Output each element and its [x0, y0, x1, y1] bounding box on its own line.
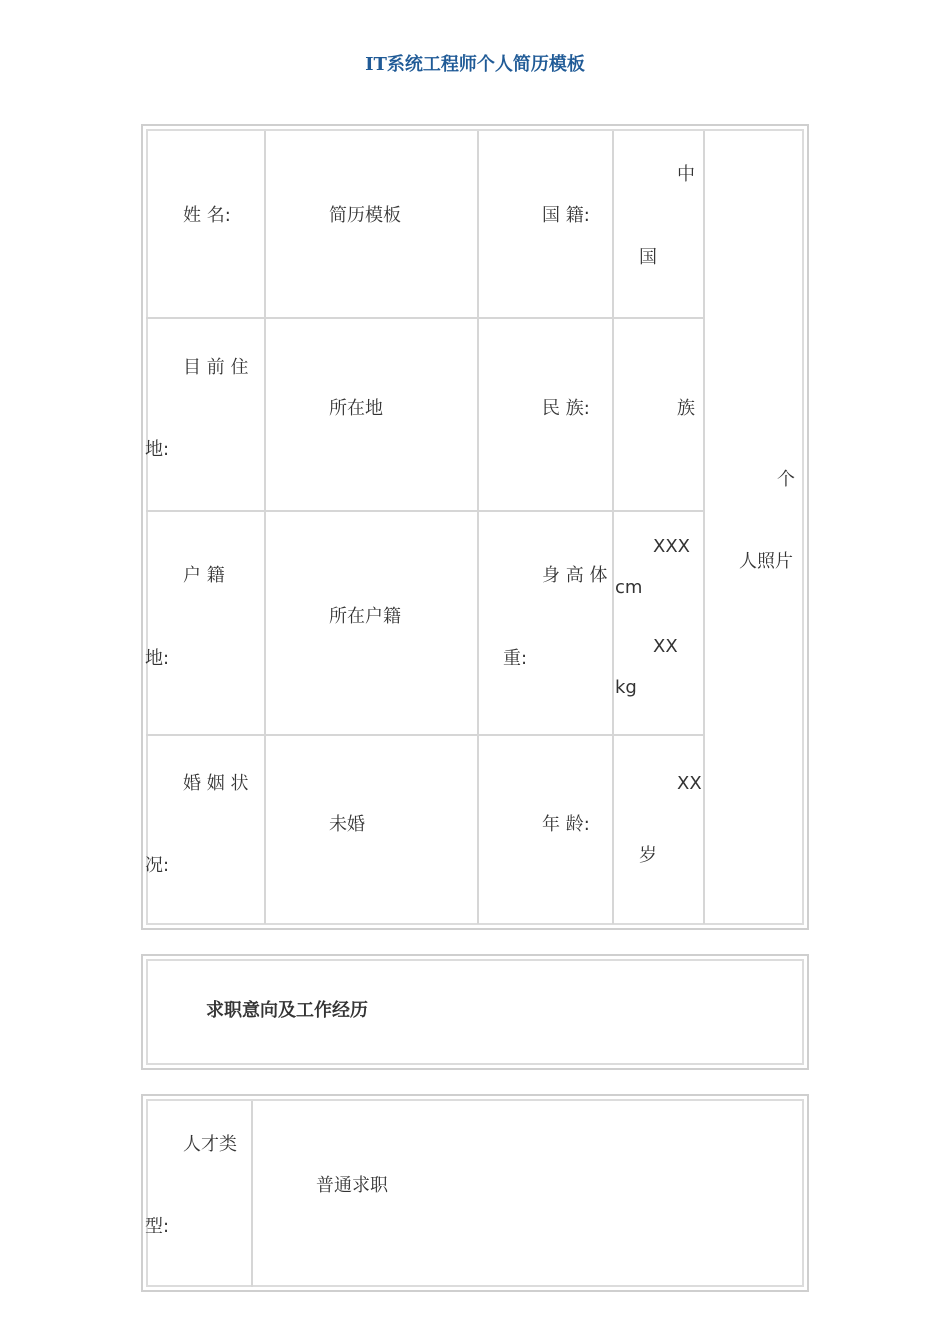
name-label: 姓 名: — [183, 205, 231, 226]
cell-residence-label — [146, 319, 266, 512]
marital-label-line1: 婚 姻 状 — [183, 773, 249, 794]
document-title: IT系统工程师个人简历模板 — [365, 54, 585, 75]
cell-talent-type-label — [146, 1101, 253, 1287]
cell-nationality-value — [614, 131, 705, 319]
nationality-value-line2: 国 — [639, 247, 657, 268]
name-value: 简历模板 — [329, 205, 401, 226]
cell-height-weight-label — [479, 512, 614, 736]
height-unit: cm — [615, 577, 643, 598]
hukou-label-line2: 地: — [145, 648, 170, 669]
section-heading: 求职意向及工作经历 — [206, 1000, 368, 1021]
residence-label-line2: 地: — [145, 439, 170, 460]
age-label: 年 龄: — [542, 814, 590, 835]
height-weight-label-line1: 身 高 体 — [542, 565, 608, 586]
height-weight-label-line2: 重: — [503, 648, 528, 669]
cell-age-value — [614, 736, 705, 924]
hukou-label-line1: 户 籍 — [183, 565, 225, 586]
cell-marital-value — [266, 736, 479, 924]
cell-marital-label — [146, 736, 266, 924]
height-value: XXX — [653, 536, 690, 557]
hukou-value: 所在户籍 — [329, 606, 401, 627]
nationality-label: 国 籍: — [542, 205, 590, 226]
nationality-value-line1: 中 — [677, 164, 695, 185]
weight-unit: kg — [615, 677, 637, 698]
age-value: XX — [677, 773, 702, 794]
cell-hukou-label — [146, 512, 266, 736]
residence-label-line1: 目 前 住 — [183, 357, 249, 378]
age-unit: 岁 — [639, 845, 657, 866]
talent-type-label-line1: 人才类 — [183, 1134, 237, 1155]
ethnicity-label: 民 族: — [542, 398, 590, 419]
marital-label-line2: 况: — [145, 855, 170, 876]
residence-value: 所在地 — [329, 398, 383, 419]
talent-type-label-line2: 型: — [145, 1216, 170, 1237]
marital-value: 未婚 — [329, 814, 365, 835]
weight-value: XX — [653, 636, 678, 657]
ethnicity-value: 族 — [677, 398, 695, 419]
photo-placeholder-line2: 人照片 — [739, 551, 793, 572]
talent-type-value: 普通求职 — [316, 1175, 388, 1196]
photo-placeholder-line1: 个 — [777, 469, 795, 490]
